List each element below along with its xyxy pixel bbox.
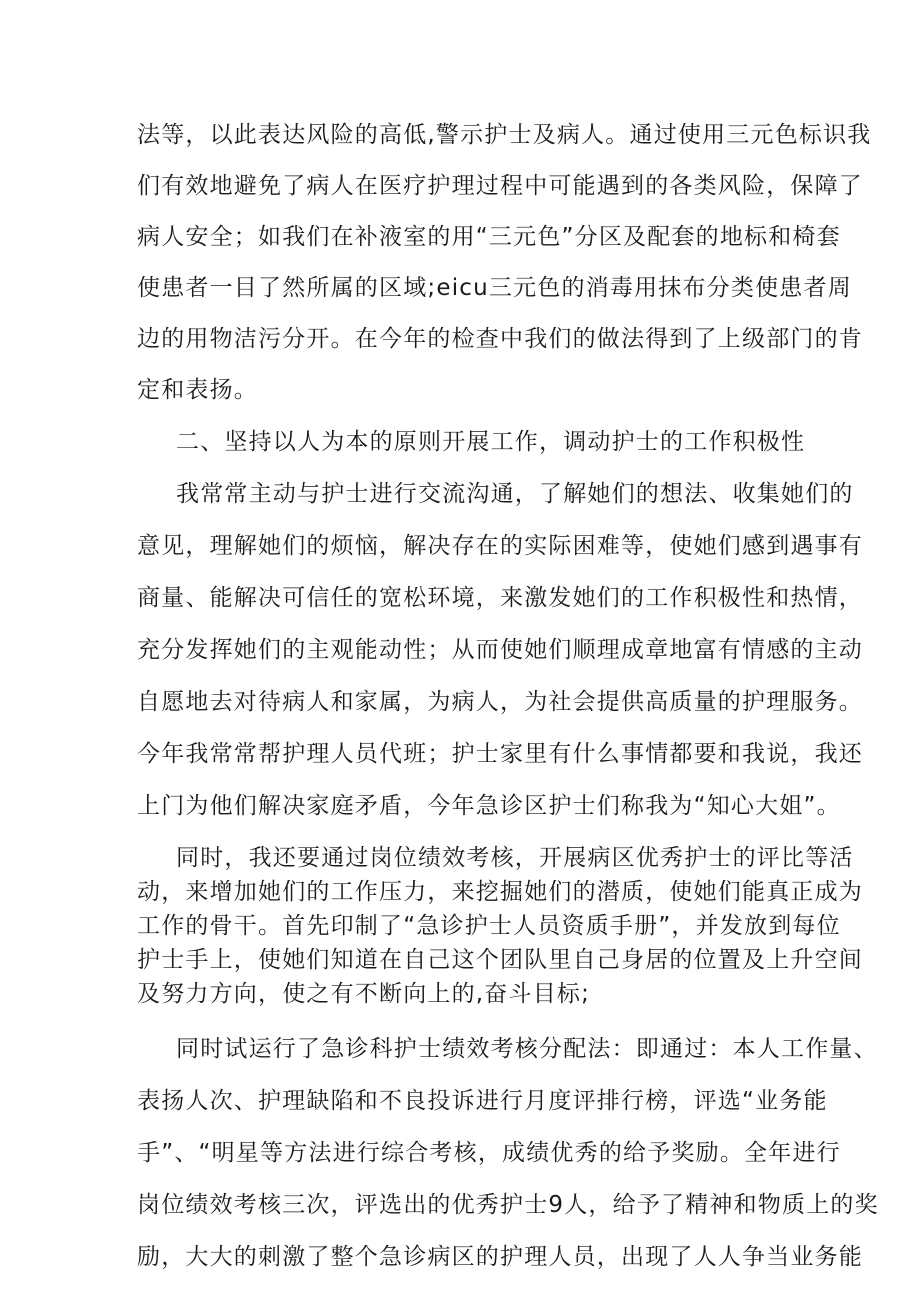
text-line: 边的用物洁污分开。在今年的检查中我们的做法得到了上级部门的肯	[137, 326, 863, 352]
text-line: 病人安全；如我们在补液室的用“三元色”分区及配套的地标和椅套	[137, 224, 841, 250]
text-line: 们有效地避免了病人在医疗护理过程中可能遇到的各类风险，保障了	[137, 173, 863, 199]
text-line: 意见，理解她们的烦恼，解决存在的实际困难等，使她们感到遇事有	[137, 533, 863, 559]
text-line: 同时试运行了急诊科护士绩效考核分配法：即通过：本人工作量、	[176, 1036, 878, 1062]
text-line: 护士手上，使她们知道在自己这个团队里自己身居的位置及上升空间	[137, 947, 863, 973]
text-line: 手”、“明星等方法进行综合考核，成绩优秀的给予奖励。全年进行	[137, 1140, 841, 1166]
text-line: 工作的骨干。首先印制了“急诊护士人员资质手册”，并发放到每位	[137, 913, 841, 939]
text-line: 上门为他们解决家庭矛盾，今年急诊区护士们称我为“知心大姐”。	[137, 793, 841, 819]
text-line: 今年我常常帮护理人员代班；护士家里有什么事情都要和我说，我还	[137, 741, 863, 767]
text-line: 岗位绩效考核三次，评选出的优秀护士9人，给予了精神和物质上的奖	[137, 1192, 879, 1218]
text-line: 充分发挥她们的主观能动性；从而使她们顺理成章地富有情感的主动	[137, 637, 863, 663]
section-heading: 二、坚持以人为本的原则开展工作，调动护士的工作积极性	[176, 429, 806, 455]
text-line: 自愿地去对待病人和家属，为病人，为社会提供高质量的护理服务。	[137, 689, 863, 715]
text-line: 使患者一目了然所属的区域;eicu三元色的消毒用抹布分类使患者周	[137, 275, 852, 301]
text-line: 同时，我还要通过岗位绩效考核，开展病区优秀护士的评比等活	[176, 845, 854, 871]
text-line: 励，大大的刺激了整个急诊病区的护理人员，出现了人人争当业务能	[137, 1244, 863, 1270]
text-line: 我常常主动与护士进行交流沟通，了解她们的想法、收集她们的	[176, 481, 854, 507]
text-line: 及努力方向，使之有不断向上的,奋斗目标;	[137, 981, 591, 1007]
text-line: 动，来增加她们的工作压力，来挖掘她们的潜质，使她们能真正成为	[137, 879, 863, 905]
text-line: 定和表扬。	[137, 377, 258, 403]
text-line: 商量、能解决可信任的宽松环境，来激发她们的工作积极性和热情，	[137, 585, 863, 611]
text-line: 法等，以此表达风险的高低,警示护士及病人。通过使用三元色标识我	[137, 122, 872, 148]
text-line: 表扬人次、护理缺陷和不良投诉进行月度评排行榜，评选“业务能	[137, 1088, 828, 1114]
